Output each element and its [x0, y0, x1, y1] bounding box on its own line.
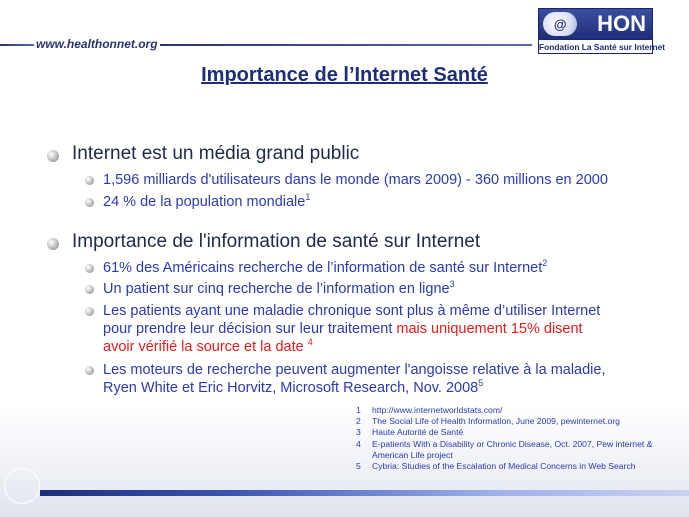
reference-item: 5 Cybria: Studies of the Escalation of Medical Concerns in Web Search	[356, 461, 636, 472]
reference-item: 4 E-patients With a Disability or Chronic Disease, Oct. 2007, Pew internet & American Life project	[356, 438, 653, 460]
logo-tagline: Fondation La Santé sur Internet	[538, 39, 653, 54]
reference-link[interactable]: http://www.internetworldstats.com/	[372, 405, 503, 415]
sub-bullet-icon	[85, 307, 94, 316]
section-heading: Importance de l'information de santé sur Internet	[72, 231, 481, 252]
sub-bullet-icon	[85, 176, 94, 185]
list-item: Les patients ayant une maladie chronique sont plus à même d’utiliser Internet pour prendre leur décision sur leur traitement mais uniquement 15% disent avoir vérifié la source et la date $^4$	[103, 303, 601, 355]
site-url[interactable]: www.healthonnet.org	[36, 37, 162, 51]
section-heading: Internet est un média grand public	[72, 143, 360, 164]
references	[356, 405, 686, 472]
footer-rule	[40, 490, 689, 496]
logo-banner	[538, 8, 653, 39]
list-item: 24 % de la population mondiale$^1$	[103, 192, 311, 210]
reference-item: 3 Haute Autorité de Santé	[356, 427, 464, 438]
decorative-circle	[4, 468, 40, 504]
reference-item: 1 http://www.internetworldstats.com/	[356, 405, 686, 416]
logo-name: HON	[597, 11, 646, 36]
slide-title: Importance de l’Internet Santé	[201, 64, 488, 86]
list-item: Un patient sur cinq recherche de l’information en ligne$^3$	[103, 279, 455, 297]
list-item: Les moteurs de recherche peuvent augmenter l'angoisse relative à la maladie, Ryen White et Eric Horvitz, Microsoft Research, Nov. 2008$^5$	[103, 362, 606, 396]
reference-item: 2 The Social Life of Health Information, June 2009, pewinternet.org	[356, 416, 620, 427]
sub-bullet-icon	[85, 198, 94, 207]
header-rule-left	[0, 44, 34, 46]
list-item: 1,596 milliards d'utilisateurs dans le monde (mars 2009) - 360 millions en 2000	[103, 172, 608, 188]
hon-logo[interactable]	[538, 8, 666, 54]
bullet-icon	[47, 238, 59, 250]
list-item: 61% des Américains recherche de l’information de santé sur Internet$^2$	[103, 258, 548, 276]
sub-bullet-icon	[85, 366, 94, 375]
sub-bullet-icon	[85, 264, 94, 273]
sub-bullet-icon	[85, 285, 94, 294]
at-sign-icon: @	[543, 12, 577, 36]
header-rule-right	[160, 44, 532, 46]
bullet-icon	[47, 150, 59, 162]
